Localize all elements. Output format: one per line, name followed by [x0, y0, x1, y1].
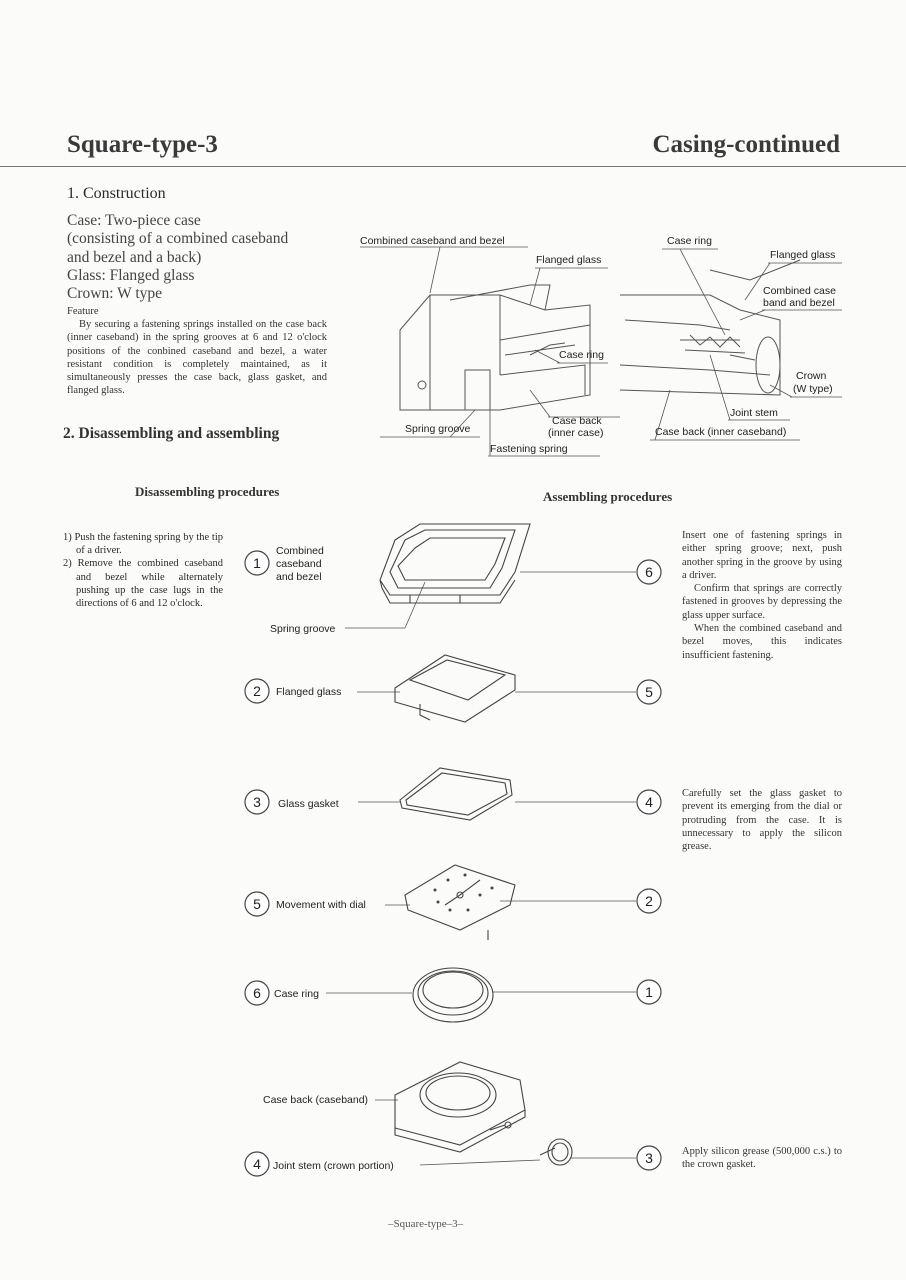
construction-specs	[67, 212, 337, 303]
part-num-right: 5	[645, 684, 653, 700]
label-case-ring: Case ring	[559, 349, 604, 361]
note-6-c: When the combined caseband and bezel moves, this indicates insufficient fastening.	[682, 623, 842, 661]
exploded-parts-diagram	[230, 510, 680, 1190]
note-6-a: Insert one of fastening springs in either spring groove; next, push another spring in the groove by using a driver.	[682, 530, 842, 581]
part-num-right: 1	[645, 984, 653, 1000]
spec-line: Glass: Flanged glass	[67, 266, 195, 284]
step-1: 1) Push the fastening spring by the tip of a driver.	[63, 532, 223, 557]
part-label: Joint stem (crown portion)	[273, 1160, 394, 1172]
part-num-right: 4	[645, 794, 653, 810]
part-label: caseband	[276, 558, 322, 570]
spring-groove-label: Spring groove	[270, 623, 336, 635]
part-num-left: 6	[253, 985, 261, 1001]
construction-diagram	[350, 225, 850, 465]
header-rule	[0, 166, 906, 167]
spec-line: (consisting of a combined caseband	[67, 230, 289, 248]
label-combined-right-1: Combined case	[763, 285, 836, 297]
disassembling-steps	[63, 531, 223, 610]
note-step-4: Carefully set the glass gasket to prevent its emerging from the dial or protruding from the case. It is unnecessary to apply the silicon grease.	[682, 788, 842, 853]
label-case-back-inner: Case back (inner caseband)	[655, 426, 787, 438]
part-num-left: 5	[253, 896, 261, 912]
case-back-label: Case back (caseband)	[263, 1094, 369, 1106]
page-title-left: Square-type-3	[67, 131, 218, 158]
disassembling-title: Disassembling procedures	[135, 484, 280, 499]
label-fastening-spring: Fastening spring	[490, 443, 568, 455]
label-flanged-glass: Flanged glass	[536, 254, 602, 266]
label-combined-caseband: Combined caseband and bezel	[360, 235, 505, 247]
part-num-right: 6	[645, 564, 653, 580]
spec-line: Crown: W type	[67, 285, 163, 303]
page-footer: –Square-type–3–	[388, 1218, 464, 1230]
label-crown: Crown	[796, 370, 827, 382]
label-combined-right-2: band and bezel	[763, 297, 835, 309]
step-2: 2) Remove the combined caseband and bezel while alternately pushing up the case lugs in the directions of 6 and 12 o'clock.	[63, 558, 223, 610]
label-spring-groove: Spring groove	[405, 423, 471, 435]
part-label: Flanged glass	[276, 686, 342, 698]
page-title-right: Casing-continued	[652, 131, 840, 158]
spec-line: and bezel and a back)	[67, 248, 202, 266]
section-heading-construction: 1. Construction	[67, 185, 166, 202]
part-num-left: 3	[253, 794, 261, 810]
part-num-left: 4	[253, 1156, 261, 1172]
note-6-b: Confirm that springs are correctly fastened in grooves by depressing the glass upper surface.	[682, 583, 842, 621]
label-joint-stem: Joint stem	[730, 407, 778, 419]
label-inner-case: (inner case)	[548, 427, 604, 439]
part-label: Combined	[276, 545, 324, 557]
label-crown-type: (W type)	[793, 383, 833, 395]
label-flanged-glass-right: Flanged glass	[770, 249, 836, 261]
part-label: Case ring	[274, 988, 319, 1000]
label-case-ring-right: Case ring	[667, 235, 712, 247]
part-num-right: 2	[645, 893, 653, 909]
part-num-left: 2	[253, 683, 261, 699]
assembling-title: Assembling procedures	[543, 489, 673, 504]
part-num-left: 1	[253, 555, 261, 571]
part-num-right: 3	[645, 1150, 653, 1166]
part-label: Movement with dial	[276, 899, 366, 911]
part-label: Glass gasket	[278, 798, 339, 810]
note-step-6	[682, 529, 842, 662]
label-case-back: Case back	[552, 415, 602, 427]
feature-text: By securing a fastening springs installed on the case back (inner caseband) in the spring grooves at 6 and 12 o'clock positions of the conbined caseband and bezel, a water resistant condition is completely maintained, as it simultaneously presses the case back, glass gasket, and flanged glass.	[67, 319, 327, 397]
note-step-3: Apply silicon grease (500,000 c.s.) to the crown gasket.	[682, 1146, 842, 1171]
section-heading-disassembling: 2. Disassembling and assembling	[63, 425, 280, 442]
spec-line: Case: Two-piece case	[67, 212, 201, 229]
part-label: and bezel	[276, 571, 322, 583]
feature-title: Feature	[67, 306, 99, 317]
